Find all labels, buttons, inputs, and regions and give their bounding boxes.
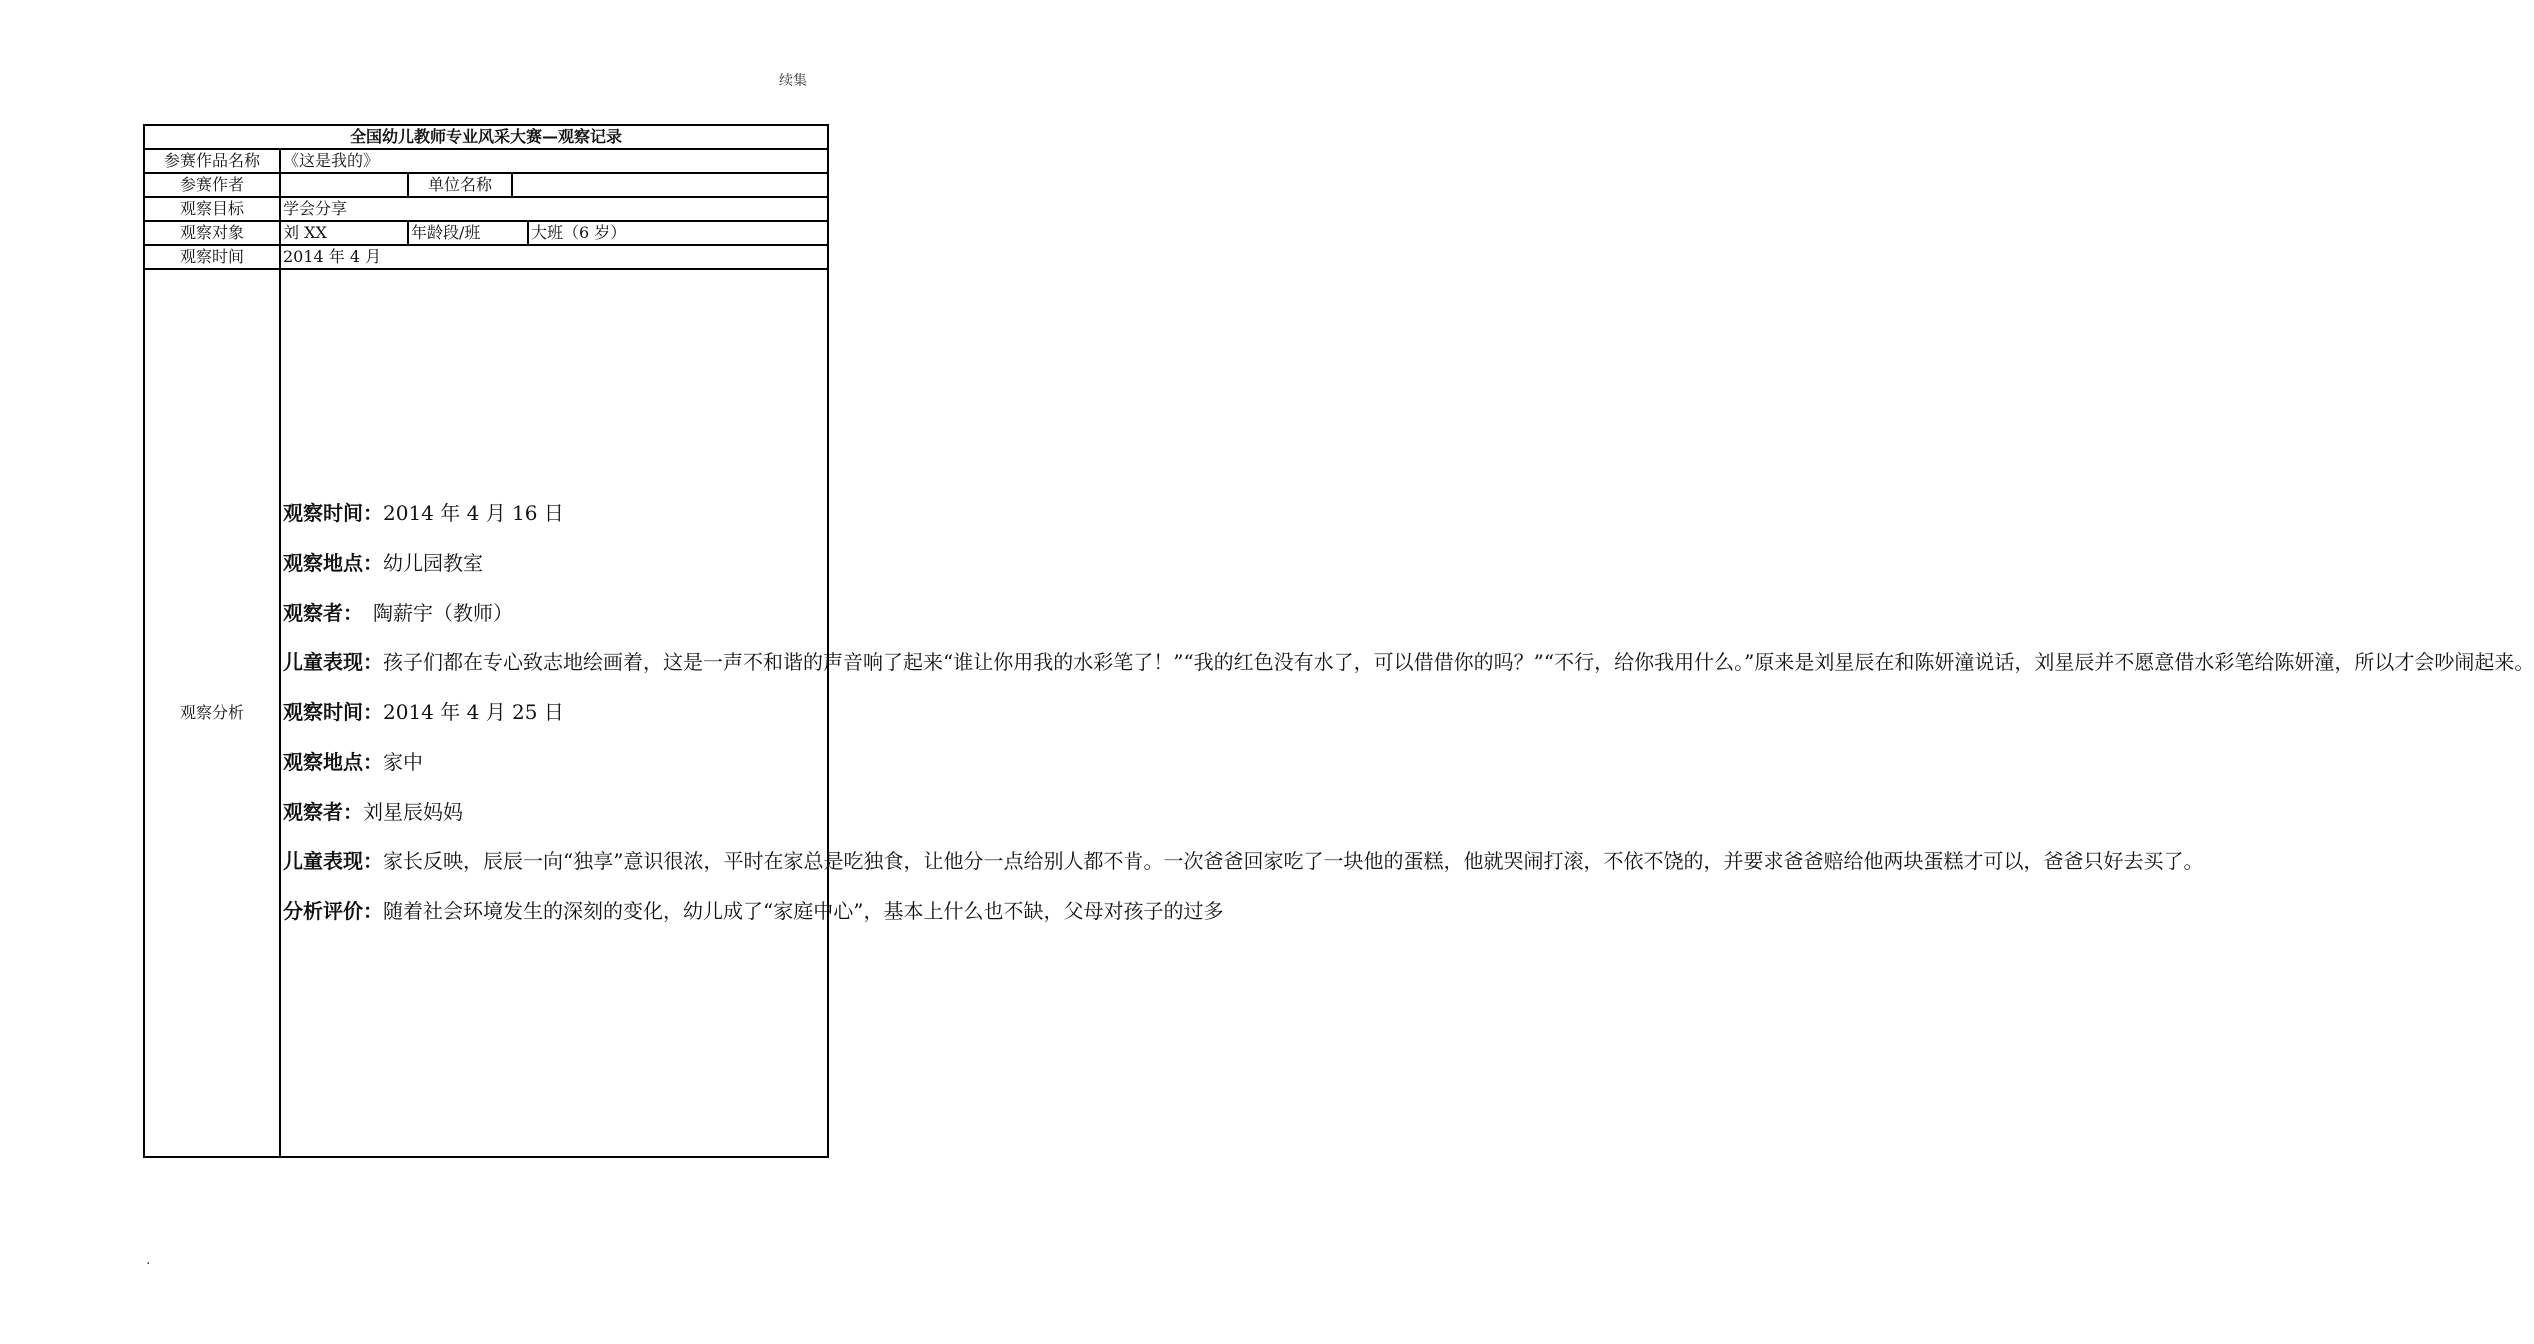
record-label: 儿童表现：	[283, 650, 383, 675]
record-label: 儿童表现：	[283, 849, 383, 874]
record-text: 家中	[383, 749, 423, 774]
record-paragraph	[283, 837, 2204, 887]
time-row	[144, 245, 828, 269]
record-text: 2014 年 4 月 25 日	[383, 700, 564, 725]
record-text: 刘星辰妈妈	[363, 799, 463, 824]
record-label: 观察地点：	[283, 749, 383, 774]
record-paragraph	[283, 887, 1224, 937]
record-label: 观察地点：	[283, 550, 383, 575]
age-value: 大班（6 岁）	[528, 221, 828, 245]
analysis-content	[280, 269, 2534, 1157]
goal-value: 学会分享	[280, 197, 828, 221]
record-label: 观察者：	[283, 799, 363, 824]
analysis-row	[144, 269, 828, 1157]
goal-label: 观察目标	[144, 197, 280, 221]
record-paragraph	[283, 489, 825, 539]
analysis-label: 观察分析	[144, 269, 280, 1157]
record-paragraph	[283, 788, 825, 838]
observation-record-table	[143, 124, 2534, 1158]
time-label: 观察时间	[144, 245, 280, 269]
record-text: 孩子们都在专心致志地绘画着，这是一声不和谐的声音响了起来“谁让你用我的水彩笔了！”“我的红色没有水了，可以借借你的吗？”“不行，给你我用什么。”原来是刘星辰在和陈妍潼说话，刘星辰并不愿意借水彩笔给陈妍潼，所以才会吵闹起来。	[383, 650, 2534, 675]
unit-value	[512, 173, 828, 197]
record-label: 观察者：	[283, 600, 353, 625]
time-value: 2014 年 4 月	[280, 245, 828, 269]
goal-row	[144, 197, 828, 221]
unit-label: 单位名称	[408, 173, 512, 197]
record-text: 幼儿园教室	[383, 550, 483, 575]
author-value	[280, 173, 408, 197]
author-row	[144, 173, 828, 197]
work-name-value: 《这是我的》	[280, 149, 828, 173]
record-paragraph	[283, 589, 825, 639]
record-text: 随着社会环境发生的深刻的变化，幼儿成了“家庭中心”，基本上什么也不缺，父母对孩子的过多	[383, 899, 1224, 924]
record-label: 分析评价：	[283, 899, 383, 924]
record-label: 观察时间：	[283, 500, 383, 525]
record-text: 陶薪宇（教师）	[353, 600, 513, 625]
subject-label: 观察对象	[144, 221, 280, 245]
subject-row	[144, 221, 828, 245]
record-paragraph	[283, 539, 825, 589]
title-row	[144, 125, 828, 149]
author-label: 参赛作者	[144, 173, 280, 197]
record-paragraph	[283, 688, 825, 738]
record-paragraph	[283, 738, 825, 788]
age-label: 年龄段/班	[408, 221, 528, 245]
record-text: 家长反映，辰辰一向“独享”意识很浓，平时在家总是吃独食，让他分一点给别人都不肯。一次爸爸回家吃了一块他的蛋糕，他就哭闹打滚，不依不饶的，并要求爸爸赔给他两块蛋糕才可以，爸爸只好去买了。	[383, 849, 2204, 874]
record-label: 观察时间：	[283, 700, 383, 725]
record-paragraph	[283, 638, 2534, 688]
record-text: 2014 年 4 月 16 日	[383, 500, 564, 525]
work-name-label: 参赛作品名称	[144, 149, 280, 173]
subject-value: 刘 XX	[280, 221, 408, 245]
work-name-row	[144, 149, 828, 173]
footer-dot: .	[146, 1252, 151, 1268]
form-title: 全国幼儿教师专业风采大赛—观察记录	[144, 125, 828, 149]
header-note: 续集	[779, 73, 807, 89]
